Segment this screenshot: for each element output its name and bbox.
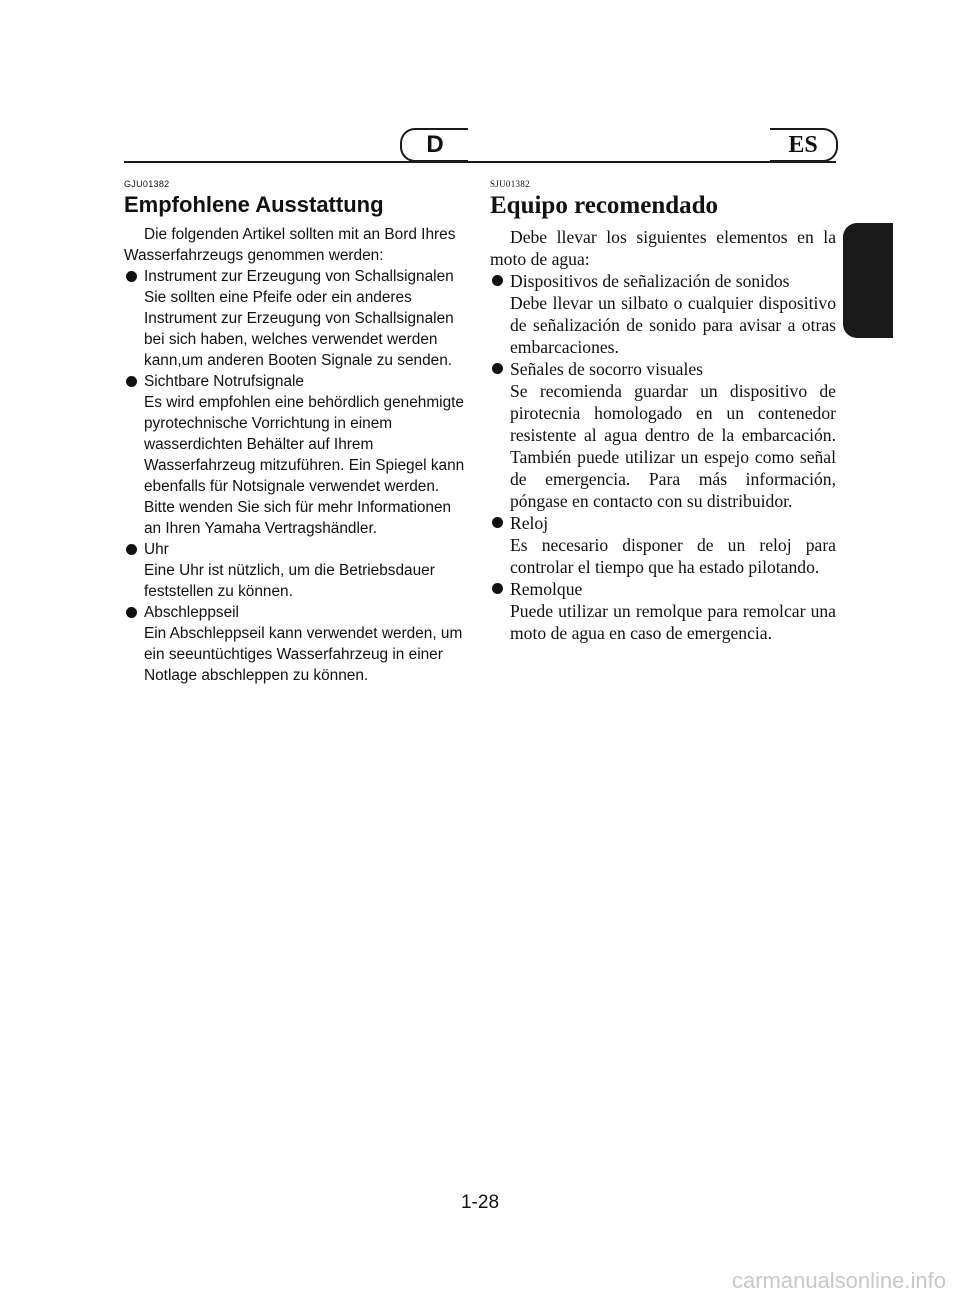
bullet-icon <box>492 275 503 286</box>
item-title: Uhr <box>144 541 169 558</box>
page-number: 1-28 <box>460 1192 500 1213</box>
list-item <box>490 358 836 512</box>
spanish-column <box>490 178 836 644</box>
section-code: SJU01382 <box>490 179 530 189</box>
bullet-icon <box>126 607 137 618</box>
bullet-icon <box>126 544 137 555</box>
section-title: Empfohlene Ausstattung <box>124 192 384 217</box>
german-column <box>124 178 466 686</box>
item-title: Señales de socorro visuales <box>510 359 703 379</box>
item-description: Eine Uhr ist nützlich, um die Betriebsdauer feststellen zu können. <box>144 562 435 600</box>
bullet-icon <box>492 517 503 528</box>
section-code: GJU01382 <box>124 179 170 189</box>
item-title: Sichtbare Notrufsignale <box>144 373 304 390</box>
list-item <box>124 602 466 686</box>
bullet-icon <box>126 271 137 282</box>
item-title: Remolque <box>510 579 583 599</box>
item-description: Se recomienda guardar un dispositivo de pirotecnia homologado en un contenedor resistente al agua dentro de la embarcación. También puede utilizar un espejo como señal de emergencia. Para más información, póngase en contacto con su distribuidor. <box>510 381 836 511</box>
list-item <box>124 266 466 371</box>
watermark[interactable]: carmanualsonline.info <box>731 1268 946 1293</box>
bullet-icon <box>492 363 503 374</box>
list-item <box>124 371 466 539</box>
bullet-icon <box>126 376 137 387</box>
intro-paragraph: Die folgenden Artikel sollten mit an Bord Ihres Wasserfahrzeugs genommen werden: <box>124 226 456 264</box>
item-description: Ein Abschleppseil kann verwendet werden, um ein seeuntüchtiges Wasserfahrzeug in einer Notlage abschleppen zu können. <box>144 625 463 684</box>
bullet-icon <box>492 583 503 594</box>
language-tab-spanish: ES <box>770 128 838 162</box>
list-item <box>490 512 836 578</box>
item-description: Es necesario disponer de un reloj para controlar el tiempo que ha estado pilotando. <box>510 535 836 577</box>
list-item <box>490 578 836 644</box>
item-title: Instrument zur Erzeugung von Schallsignalen <box>144 268 454 285</box>
item-description: Sie sollten eine Pfeife oder ein anderes Instrument zur Erzeugung von Schallsignalen bei sich haben, welches verwendet werden kann,um anderen Booten Signale zu senden. <box>144 289 454 369</box>
item-title: Reloj <box>510 513 549 533</box>
header-divider <box>124 161 836 163</box>
section-title: Equipo recomendado <box>490 192 719 219</box>
item-description: Es wird empfohlen eine behördlich genehmigte pyrotechnische Vorrichtung in einem wasserdichten Behälter auf Ihrem Wasserfahrzeug mitzuführen. Ein Spiegel kann ebenfalls für Notsignale verwendet werden. Bitte wenden Sie sich für mehr Informationen an Ihren Yamaha Vertragshändler. <box>144 394 465 537</box>
chapter-side-tab <box>843 223 893 338</box>
item-title: Dispositivos de señalización de sonidos <box>510 271 790 291</box>
language-tab-german: D <box>400 128 468 162</box>
list-item <box>490 270 836 358</box>
item-title: Abschleppseil <box>144 604 239 621</box>
list-item <box>124 539 466 602</box>
item-description: Debe llevar un silbato o cualquier dispositivo de señalización de sonido para avisar a otras embarcaciones. <box>510 293 836 357</box>
intro-paragraph: Debe llevar los siguientes elementos en la moto de agua: <box>490 227 836 269</box>
item-description: Puede utilizar un remolque para remolcar una moto de agua en caso de emergencia. <box>510 601 836 643</box>
